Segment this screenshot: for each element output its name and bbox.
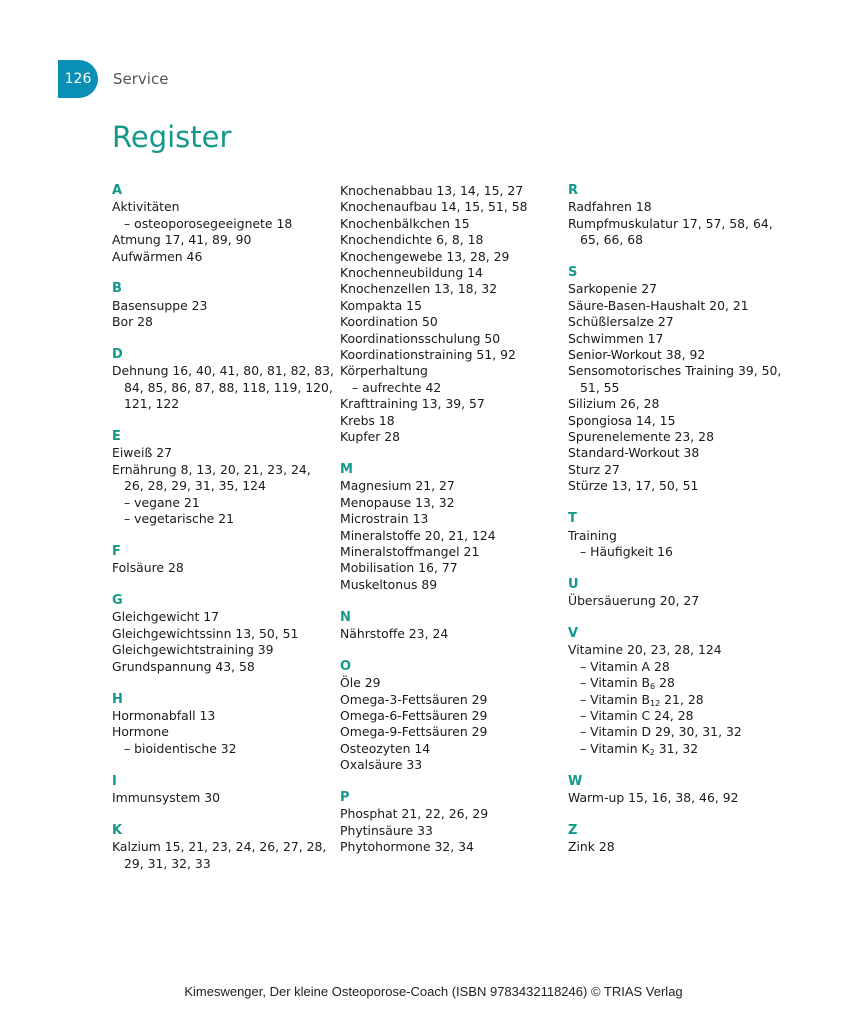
index-subentry: – Vitamin A 28 bbox=[580, 658, 670, 674]
index-entry: Gleichgewichtstraining 39 bbox=[112, 642, 274, 658]
index-subentry: – Vitamin D 29, 30, 31, 32 bbox=[580, 724, 742, 740]
index-entry: Knochenbälkchen 15 bbox=[340, 215, 470, 231]
index-entry: Krafttraining 13, 39, 57 bbox=[340, 396, 485, 412]
index-entry: Warm-up 15, 16, 38, 46, 92 bbox=[568, 789, 739, 805]
index-entry: Basensuppe 23 bbox=[112, 297, 208, 313]
index-entry: Zink 28 bbox=[568, 839, 615, 855]
index-column-2 bbox=[340, 183, 562, 872]
index-group bbox=[112, 774, 334, 807]
index-entry: Osteozyten 14 bbox=[340, 740, 431, 756]
page-title: Register bbox=[112, 120, 232, 154]
index-letter: I bbox=[112, 773, 117, 789]
index-group bbox=[568, 823, 790, 856]
index-letter: F bbox=[112, 543, 121, 559]
index-letter: H bbox=[112, 691, 123, 707]
index-entry: Knochengewebe 13, 28, 29 bbox=[340, 248, 510, 264]
index-letter: G bbox=[112, 593, 123, 609]
index-group bbox=[112, 281, 334, 330]
index-group bbox=[340, 610, 562, 643]
index-entry: Standard-Workout 38 bbox=[568, 445, 700, 461]
index-entry: Aktivitäten bbox=[112, 199, 180, 215]
index-entry: Sturz 27 bbox=[568, 461, 620, 477]
index-letter: M bbox=[340, 461, 353, 477]
index-entry: Knochenabbau 13, 14, 15, 27 bbox=[340, 183, 524, 198]
index-group bbox=[112, 347, 334, 413]
index-group bbox=[112, 692, 334, 758]
index-group bbox=[340, 183, 562, 446]
index-entry: Folsäure 28 bbox=[112, 560, 184, 576]
index-entry: Dehnung 16, 40, 41, 80, 81, 82, 83, 84, 85, 86, 87, 88, 118, 119, 120, 121, 122 bbox=[112, 363, 334, 412]
index-letter: Z bbox=[568, 822, 578, 838]
index-column-3 bbox=[568, 183, 790, 872]
index-subentry: – Vitamin $B_{12}$ 21, 28 bbox=[580, 691, 704, 708]
index-group bbox=[568, 265, 790, 495]
index-entry: Stürze 13, 17, 50, 51 bbox=[568, 478, 699, 494]
index-entry: Phytinsäure 33 bbox=[340, 822, 433, 838]
page-number-badge: 126 bbox=[58, 60, 98, 98]
index-letter: U bbox=[568, 576, 579, 592]
index-subentry: – Vitamin C 24, 28 bbox=[580, 707, 694, 723]
index-group bbox=[340, 462, 562, 593]
index-group bbox=[112, 593, 334, 675]
index-entry: Hormone bbox=[112, 724, 169, 740]
index-entry: Silizium 26, 28 bbox=[568, 396, 660, 412]
index-entry: Omega-9-Fettsäuren 29 bbox=[340, 724, 488, 740]
index-entry: Oxalsäure 33 bbox=[340, 757, 423, 773]
index-entry: Omega-6-Fettsäuren 29 bbox=[340, 707, 488, 723]
index-subentry: – Vitamin $K_2$ 31, 32 bbox=[580, 740, 699, 757]
index-column-1 bbox=[112, 183, 334, 888]
index-entry: Immunsystem 30 bbox=[112, 789, 221, 805]
index-entry: Omega-3-Fettsäuren 29 bbox=[340, 691, 488, 707]
index-entry: Koordination 50 bbox=[340, 314, 438, 330]
index-entry: Schüßlersalze 27 bbox=[568, 314, 674, 330]
index-group bbox=[340, 659, 562, 774]
index-group bbox=[112, 544, 334, 577]
index-entry: Atmung 17, 41, 89, 90 bbox=[112, 232, 252, 248]
index-subentry: – osteoporosegeeignete 18 bbox=[124, 215, 293, 231]
index-entry: Körperhaltung bbox=[340, 363, 428, 379]
index-entry: Koordinationstraining 51, 92 bbox=[340, 347, 516, 363]
index-group bbox=[568, 774, 790, 807]
footer-citation: Kimeswenger, Der kleine Osteoporose-Coach (ISBN 9783432118246) © TRIAS Verlag bbox=[184, 984, 683, 999]
index-group bbox=[568, 577, 790, 610]
index-entry: Menopause 13, 32 bbox=[340, 494, 455, 510]
index-entry: Sarkopenie 27 bbox=[568, 281, 657, 297]
index-entry: Schwimmen 17 bbox=[568, 330, 664, 346]
index-entry: Aufwärmen 46 bbox=[112, 248, 203, 264]
index-entry: Radfahren 18 bbox=[568, 199, 652, 215]
index-letter: O bbox=[340, 658, 352, 674]
index-entry: Öle 29 bbox=[340, 675, 381, 691]
index-entry: Bor 28 bbox=[112, 314, 153, 330]
index-subentry: – Häufigkeit 16 bbox=[580, 543, 673, 559]
index-entry: Spurenelemente 23, 28 bbox=[568, 429, 714, 445]
index-letter: B bbox=[112, 281, 122, 297]
index-entry: Microstrain 13 bbox=[340, 511, 429, 527]
index-entry: Spongiosa 14, 15 bbox=[568, 412, 676, 428]
index-entry: Mineralstoffe 20, 21, 124 bbox=[340, 527, 496, 543]
index-entry: Säure-Basen-Haushalt 20, 21 bbox=[568, 297, 749, 313]
index-subentry: – vegetarische 21 bbox=[124, 511, 235, 527]
index-letter: K bbox=[112, 822, 123, 838]
index-group bbox=[112, 823, 334, 872]
index-entry: Gleichgewichtssinn 13, 50, 51 bbox=[112, 625, 299, 641]
index-group bbox=[112, 429, 334, 527]
index-subentry: – Vitamin $B_6$ 28 bbox=[580, 675, 675, 692]
index-entry: Magnesium 21, 27 bbox=[340, 478, 455, 494]
index-entry: Rumpfmuskulatur 17, 57, 58, 64, 65, 66, 68 bbox=[568, 215, 773, 248]
index-entry: Phytohormone 32, 34 bbox=[340, 839, 474, 855]
index-letter: R bbox=[568, 183, 579, 198]
index-subentry: – aufrechte 42 bbox=[352, 379, 442, 395]
index-entry: Kalzium 15, 21, 23, 24, 26, 27, 28, 29, 31, 32, 33 bbox=[112, 839, 327, 871]
index-entry: Knochenaufbau 14, 15, 51, 58 bbox=[340, 199, 528, 215]
index-entry: Knochenneubildung 14 bbox=[340, 265, 483, 281]
index-group bbox=[568, 626, 790, 757]
index-entry: Eiweiß 27 bbox=[112, 445, 172, 461]
index-group bbox=[568, 511, 790, 560]
index-letter: N bbox=[340, 609, 351, 625]
index-entry: Phosphat 21, 22, 26, 29 bbox=[340, 806, 489, 822]
index-group bbox=[112, 183, 334, 265]
index-letter: S bbox=[568, 265, 578, 281]
index-entry: Mineralstoffmangel 21 bbox=[340, 543, 480, 559]
index-entry: Hormonabfall 13 bbox=[112, 707, 216, 723]
index-entry: Vitamine 20, 23, 28, 124 bbox=[568, 642, 722, 658]
index-letter: E bbox=[112, 429, 121, 445]
index-entry: Kupfer 28 bbox=[340, 429, 401, 445]
index-letter: A bbox=[112, 183, 123, 198]
index-subentry: – bioidentische 32 bbox=[124, 740, 237, 756]
index-letter: P bbox=[340, 789, 350, 805]
index-entry: Übersäuerung 20, 27 bbox=[568, 593, 700, 609]
section-label: Service bbox=[113, 70, 169, 88]
index-group bbox=[568, 183, 790, 249]
index-entry: Knochendichte 6, 8, 18 bbox=[340, 232, 484, 248]
index-entry: Nährstoffe 23, 24 bbox=[340, 625, 449, 641]
index-entry: Senior-Workout 38, 92 bbox=[568, 347, 706, 363]
index-entry: Sensomotorisches Training 39, 50, 51, 55 bbox=[568, 363, 782, 395]
index-entry: Ernährung 8, 13, 20, 21, 23, 24, 26, 28, 29, 31, 35, 124 bbox=[112, 461, 311, 494]
index-entry: Gleichgewicht 17 bbox=[112, 609, 220, 625]
index-group bbox=[340, 790, 562, 856]
index-letter: W bbox=[568, 773, 583, 789]
index-letter: D bbox=[112, 347, 123, 363]
index-entry: Training bbox=[568, 527, 617, 543]
index-letter: T bbox=[568, 511, 577, 527]
index-entry: Mobilisation 16, 77 bbox=[340, 560, 458, 576]
index-entry: Krebs 18 bbox=[340, 412, 395, 428]
index-entry: Koordinationsschulung 50 bbox=[340, 330, 501, 346]
index-entry: Kompakta 15 bbox=[340, 297, 422, 313]
index-entry: Muskeltonus 89 bbox=[340, 576, 438, 592]
index-entry: Grundspannung 43, 58 bbox=[112, 658, 255, 674]
index-letter: V bbox=[568, 625, 579, 641]
index-subentry: – vegane 21 bbox=[124, 494, 200, 510]
index-entry: Knochenzellen 13, 18, 32 bbox=[340, 281, 498, 297]
